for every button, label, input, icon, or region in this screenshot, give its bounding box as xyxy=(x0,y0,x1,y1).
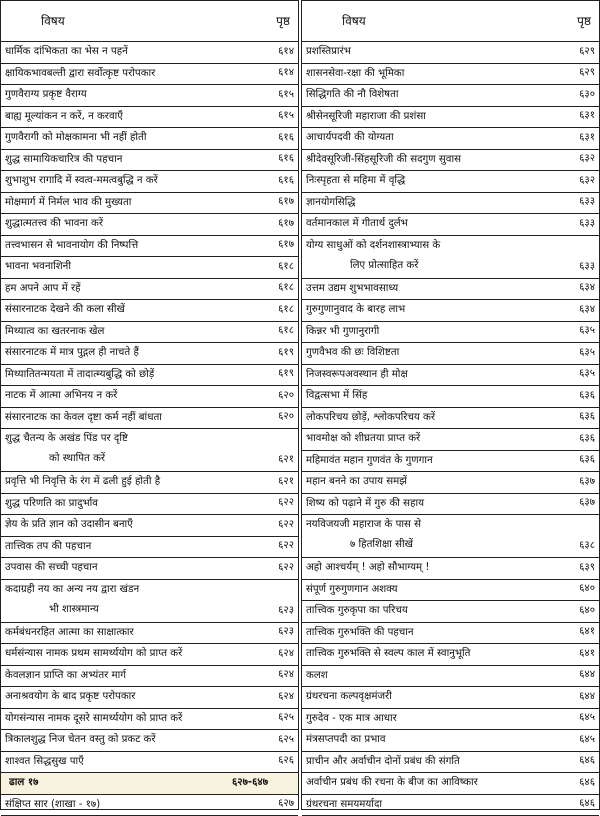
entry-title-line: गुणवैभव की छः विशिष्टता xyxy=(306,347,399,358)
entry-page-number: ६२२ xyxy=(278,494,294,514)
entry-title xyxy=(306,666,559,686)
entry-title xyxy=(306,236,559,276)
entry-page-number: ६३६ xyxy=(579,408,595,428)
entry-title xyxy=(306,128,559,148)
entry-page-number: ६४० xyxy=(579,601,595,621)
index-entry xyxy=(1,666,298,688)
entry-title xyxy=(306,623,559,643)
entry-title xyxy=(306,85,559,105)
entry-page-number: ६१८ xyxy=(278,322,294,342)
entry-title-line: शुद्धात्मतत्त्व की भावना करें xyxy=(5,218,103,229)
entry-page-number: ६२१ xyxy=(278,472,294,492)
entry-page-number: ६४१ xyxy=(579,623,595,643)
index-entry xyxy=(1,214,298,236)
index-entry xyxy=(1,580,298,623)
entry-title xyxy=(5,64,258,84)
entry-title xyxy=(5,429,258,469)
index-entry xyxy=(1,128,298,150)
index-entry xyxy=(302,85,599,107)
entry-page-number: ६४४ xyxy=(579,687,595,707)
entry-title xyxy=(306,386,559,406)
entry-page-number: ६१४ xyxy=(278,64,294,84)
entry-page-number: ६४० xyxy=(579,580,595,600)
entry-page-number: ६२४ xyxy=(278,687,294,707)
entry-title-line: अर्वाचीन प्रबंध की रचना के बीज का आविष्कार xyxy=(306,777,478,788)
index-entry xyxy=(1,537,298,559)
entry-title-line: मिथ्यात्व का खतरनाक खेल xyxy=(5,326,104,337)
entry-title xyxy=(306,279,559,299)
entry-title-line: कर्मबंधनरहित आत्मा का साक्षात्कार xyxy=(5,627,134,638)
entry-title-line: शिष्य को पढ़ाने में गुरु की सहाय xyxy=(306,498,424,509)
entry-title-line: गुणवैराग्य प्रकृष्ट वैराग्य xyxy=(5,89,87,100)
entry-title-line: शासनसेवा-रक्षा की भूमिका xyxy=(306,68,404,79)
index-entry xyxy=(1,472,298,494)
index-entry xyxy=(302,472,599,494)
entry-title-line: किन्नर भी गुणानुरागी xyxy=(306,326,379,337)
entry-title-line: भावना भवनाशिनी xyxy=(5,261,71,272)
entry-page-number: ६२४ xyxy=(278,644,294,664)
entry-page-number: ६२५ xyxy=(278,709,294,729)
index-entry xyxy=(1,494,298,516)
index-entry xyxy=(302,193,599,215)
entry-title-line: निःस्पृहता से महिमा में वृद्धि xyxy=(306,175,405,186)
entry-title xyxy=(5,150,258,170)
entry-page-number: ६४६ xyxy=(579,795,595,815)
entry-title xyxy=(5,279,258,299)
entry-title xyxy=(5,42,258,62)
entry-page-number: ६३३ xyxy=(579,257,595,277)
entry-title-line: शुद्ध सामायिकचारित्र की पहचान xyxy=(5,154,122,165)
entry-title xyxy=(5,193,258,213)
entry-title-line: गुणवैरागी को मोक्षकामना भी नहीं होती xyxy=(5,132,146,143)
index-entry xyxy=(302,752,599,774)
entry-page-number: ६१९ xyxy=(278,343,294,363)
index-entry xyxy=(1,709,298,731)
index-entry xyxy=(1,365,298,387)
entry-title-line: धार्मिक दांभिकता का भेस न पहनें xyxy=(5,46,128,57)
index-entry xyxy=(302,300,599,322)
index-entry xyxy=(302,365,599,387)
entry-page-number: ६३८ xyxy=(579,536,595,556)
entry-title-line: लोकपरिचय छोड़ें, श्लोकपरिचय करें xyxy=(306,412,435,423)
index-entry xyxy=(302,128,599,150)
entry-title-line: कलश xyxy=(306,670,328,681)
entry-title xyxy=(5,322,258,342)
entry-title-line: सिद्धिगति की नौ विशेषता xyxy=(306,89,399,100)
entry-page-number: ६३५ xyxy=(579,365,595,385)
entry-page-number: ६३९ xyxy=(579,558,595,578)
entry-title xyxy=(5,795,258,815)
entry-title-line: विद्वत्सभा में सिंह xyxy=(306,390,367,401)
index-entry xyxy=(302,171,599,193)
entry-title xyxy=(306,150,559,170)
entry-title-line: संसारनाटक में मात्र पुद्गल ही नाचते हैं xyxy=(5,347,139,358)
index-entry xyxy=(302,451,599,473)
entry-title-line: संक्षिप्त सार (शाखा - १७) xyxy=(5,799,100,810)
index-entry xyxy=(1,150,298,172)
entry-title xyxy=(306,408,559,428)
entry-title xyxy=(306,558,559,578)
right-entries xyxy=(302,42,599,816)
entry-title-line: केवलज्ञान प्राप्ति का अभ्यंतर मार्ग xyxy=(5,670,126,681)
entry-page-number: ६३३ xyxy=(579,214,595,234)
entry-page-number: ६१४ xyxy=(278,42,294,62)
entry-page-number: ६२३ xyxy=(278,623,294,643)
index-entry xyxy=(302,386,599,408)
entry-title-line: संसारनाटक का केवल दृष्टा कर्म नहीं बांधता xyxy=(5,412,162,423)
entry-page-number: ६२४ xyxy=(278,666,294,686)
index-entry xyxy=(1,322,298,344)
entry-title-line: ७ हितशिक्षा सीखें xyxy=(306,535,559,555)
entry-page-number: ६३७ xyxy=(579,472,595,492)
index-entry xyxy=(1,752,298,774)
entry-title-line: श्रीदेवसूरिजी-सिंहसूरिजी की सदगुण सुवास xyxy=(306,154,461,165)
entry-page-number: ६१६ xyxy=(278,150,294,170)
entry-page-number: ६३७ xyxy=(579,494,595,514)
index-entry xyxy=(1,85,298,107)
index-entry xyxy=(1,386,298,408)
entry-page-number: ६२९ xyxy=(579,42,595,62)
entry-page-number: ६२९ xyxy=(579,64,595,84)
entry-page-number: ६२२ xyxy=(278,558,294,578)
entry-title-line: अनाश्रवयोग के बाद प्रकृष्ट परोपकार xyxy=(5,691,135,702)
entry-title-line: कदाग्रही नय का अन्य नय द्वारा खंडन xyxy=(5,584,139,595)
index-entry xyxy=(1,171,298,193)
entry-title-line: प्रवृत्ति भी निवृत्ति के रंग में ढली हुई होती है xyxy=(5,476,160,487)
entry-page-number: ६२० xyxy=(278,408,294,428)
entry-page-number: ६४६ xyxy=(579,752,595,772)
entry-title-line: निजस्वरूपअवस्थान ही मोक्ष xyxy=(306,369,408,380)
index-entry xyxy=(1,64,298,86)
entry-title xyxy=(306,429,559,449)
entry-title xyxy=(306,365,559,385)
entry-title xyxy=(306,107,559,127)
entry-title xyxy=(5,214,258,234)
entry-page-number: ६१८ xyxy=(278,257,294,277)
index-entry xyxy=(1,730,298,752)
index-entry xyxy=(302,42,599,64)
entry-title-line: प्राचीन और अर्वाचीन दोनों प्रबंध की संगति xyxy=(306,756,460,767)
index-entry xyxy=(302,773,599,795)
entry-title-line: मिथ्यातितन्मयता में तादात्म्यबुद्धि को छोड़ें xyxy=(5,369,154,380)
entry-page-number: ६१७ xyxy=(278,214,294,234)
entry-title-line: को स्थापित करें xyxy=(5,449,258,469)
entry-title xyxy=(306,773,559,793)
entry-title xyxy=(5,730,258,750)
index-entry xyxy=(302,236,599,279)
entry-title xyxy=(5,365,258,385)
entry-title xyxy=(306,494,559,514)
entry-title xyxy=(306,730,559,750)
entry-title-line: भी शास्त्रमान्य xyxy=(5,600,258,620)
entry-title xyxy=(5,472,258,492)
index-entry xyxy=(1,644,298,666)
entry-title-line: नयविजयजी महाराज के पास से xyxy=(306,519,421,530)
entry-page-number: ६३६ xyxy=(579,386,595,406)
entry-page-number: ६३४ xyxy=(579,300,595,320)
index-entry xyxy=(1,343,298,365)
entry-title xyxy=(5,408,258,428)
entry-title-line: तात्त्विक गुरुभक्ति की पहचान xyxy=(306,627,414,638)
index-entry xyxy=(302,150,599,172)
entry-page-number: ६३० xyxy=(579,85,595,105)
entry-title-line: योग्य साधुओं को दर्शनशास्त्राभ्यास के xyxy=(306,240,440,251)
entry-page-number: ६२३ xyxy=(278,601,294,621)
entry-title-line: शुभाशुभ रागादि में स्वत्व-ममत्वबुद्धि न करें xyxy=(5,175,158,186)
entry-title-line: महिमावंत महान गुणवंत के गुणगान xyxy=(306,455,433,466)
entry-title-line: लिए प्रोत्साहित करें xyxy=(306,256,559,276)
entry-title xyxy=(5,386,258,406)
entry-title-line: महान बनने का उपाय समझें xyxy=(306,476,407,487)
entry-page-number: ६१५ xyxy=(278,107,294,127)
entry-page-number: ६१८ xyxy=(278,279,294,299)
index-entry xyxy=(302,644,599,666)
index-entry xyxy=(302,494,599,516)
entry-title-line: आचार्यपदवी की योग्यता xyxy=(306,132,394,143)
entry-title xyxy=(5,580,258,620)
entry-page-number: ६३३ xyxy=(579,193,595,213)
index-entry xyxy=(302,601,599,623)
index-entry xyxy=(302,64,599,86)
entry-title-line: मोक्षमार्ग में निर्मल भाव की मुख्यता xyxy=(5,197,131,208)
entry-title xyxy=(5,343,258,363)
index-entry xyxy=(302,558,599,580)
entry-title xyxy=(5,644,258,664)
entry-title-line: तात्त्विक गुरुकृपा का परिचय xyxy=(306,605,408,616)
index-entry xyxy=(1,429,298,472)
entry-page-number: ६३६ xyxy=(579,429,595,449)
index-entry xyxy=(302,709,599,731)
entry-title-line: संपूर्ण गुरुगुणगान अशक्य xyxy=(306,584,398,595)
index-entry xyxy=(302,107,599,129)
index-entry xyxy=(302,580,599,602)
entry-title xyxy=(306,64,559,84)
entry-page-number: ६३१ xyxy=(579,128,595,148)
entry-title xyxy=(5,300,258,320)
entry-title xyxy=(5,623,258,643)
right-column xyxy=(301,0,600,810)
page-heading: पृष्ठ xyxy=(276,1,290,41)
entry-title-line: हम अपने आप में रहें xyxy=(5,283,81,294)
entry-title xyxy=(306,322,559,342)
entry-page-number: ६४४ xyxy=(579,666,595,686)
entry-title-line: वर्तमानकाल में गीतार्थ दुर्लभ xyxy=(306,218,408,229)
entry-page-number: ६३४ xyxy=(579,279,595,299)
entry-page-number: ६३६ xyxy=(579,451,595,471)
index-entry xyxy=(302,666,599,688)
index-entry xyxy=(1,236,298,258)
entry-title xyxy=(306,343,559,363)
index-entry xyxy=(1,515,298,537)
entry-title xyxy=(5,687,258,707)
entry-title-line: धर्मसंन्यास नामक प्रथम सामर्थ्ययोग को प्राप्त करें xyxy=(5,648,182,659)
entry-page-number: ६२० xyxy=(278,386,294,406)
entry-title xyxy=(306,42,559,62)
index-entry xyxy=(302,279,599,301)
entry-title-line: नाटक में आत्मा अभिनय न करें xyxy=(5,390,117,401)
entry-title-line: शाश्वत सिद्धसुख पाएँ xyxy=(5,756,84,767)
entry-title xyxy=(306,193,559,213)
entry-page-number: ६२२ xyxy=(278,515,294,535)
entry-page-number: ६४५ xyxy=(579,730,595,750)
entry-title xyxy=(5,666,258,686)
subject-heading: विषय xyxy=(342,1,366,41)
entry-title xyxy=(306,795,559,815)
entry-title-line: ग्रंथरचना कल्पवृक्षमंजरी xyxy=(306,691,392,702)
index-entry xyxy=(302,343,599,365)
entry-page-number: ६१६ xyxy=(278,128,294,148)
entry-title-line: ज्ञानयोगसिद्धि xyxy=(306,197,355,208)
index-entry xyxy=(1,107,298,129)
index-entry xyxy=(302,795,599,816)
entry-title-line: प्रशस्तिप्रारंभ xyxy=(306,46,351,57)
index-entry xyxy=(302,214,599,236)
entry-title-line: गुरुगुणानुवाद के बारह लाभ xyxy=(306,304,405,315)
entry-title xyxy=(306,687,559,707)
index-entry xyxy=(302,515,599,558)
entry-page-number: ६२६ xyxy=(278,752,294,772)
index-entry xyxy=(1,795,298,816)
entry-page-number: ६४५ xyxy=(579,709,595,729)
index-entry xyxy=(1,279,298,301)
index-entry xyxy=(1,687,298,709)
left-entries xyxy=(1,42,298,816)
left-column xyxy=(0,0,299,810)
entry-title xyxy=(5,752,258,772)
index-entry xyxy=(1,193,298,215)
entry-page-number: ६३२ xyxy=(579,150,595,170)
entry-page-number: ६३२ xyxy=(579,171,595,191)
entry-title-line: मंत्रसप्तपदी का प्रभाव xyxy=(306,734,386,745)
entry-page-number: ६१७ xyxy=(278,236,294,256)
entry-page-number: ६१६ xyxy=(278,171,294,191)
entry-title-line: त्रिकालशुद्ध निज चेतन वस्तु को प्रकट करें xyxy=(5,734,156,745)
chapter-label: ढाल १७ xyxy=(9,773,258,793)
index-entry xyxy=(1,300,298,322)
entry-title xyxy=(306,472,559,492)
entry-title xyxy=(306,214,559,234)
entry-title-line: शुद्ध चैतन्य के अखंड पिंड पर दृष्टि xyxy=(5,433,128,444)
entry-page-number: ६२७ xyxy=(278,795,294,815)
entry-title xyxy=(5,257,258,277)
entry-title-line: ग्रंथरचना समयमर्यादा xyxy=(306,799,382,810)
entry-page-number: ६३५ xyxy=(579,322,595,342)
entry-page-number: ६४६ xyxy=(579,773,595,793)
index-entry xyxy=(1,558,298,580)
index-entry xyxy=(302,623,599,645)
index-entry xyxy=(302,429,599,451)
entry-page-number: ६४१ xyxy=(579,644,595,664)
index-entry xyxy=(1,623,298,645)
entry-title-line: अहो आश्चर्यम् ! अहो सौभाग्यम् ! xyxy=(306,562,429,573)
entry-title-line: तात्त्विक गुरुभक्ति से स्वल्प काल में स्वानुभूति xyxy=(306,648,471,659)
subject-heading: विषय xyxy=(41,1,65,41)
entry-title-line: क्षायिकभावबल्ती द्वारा सर्वोत्कृष्ट परोपकार xyxy=(5,68,155,79)
entry-title xyxy=(5,537,258,557)
right-column-header xyxy=(302,1,599,42)
entry-title xyxy=(5,515,258,535)
entry-title-line: बाह्य मूल्यांकन न करें, न करवाएँ xyxy=(5,111,123,122)
entry-title-line: भावमोक्ष को शीघ्रतया प्राप्त करें xyxy=(306,433,420,444)
entry-title-line: उपवास की सच्ची पहचान xyxy=(5,562,98,573)
entry-title xyxy=(5,494,258,514)
index-entry xyxy=(1,257,298,279)
entry-title xyxy=(306,752,559,772)
index-entry xyxy=(302,730,599,752)
entry-page-number: ६३५ xyxy=(579,343,595,363)
chapter-entry xyxy=(1,773,298,795)
entry-page-number: ६२१ xyxy=(278,450,294,470)
index-entry xyxy=(1,42,298,64)
entry-title xyxy=(306,580,559,600)
entry-title xyxy=(306,171,559,191)
entry-title xyxy=(306,451,559,471)
entry-title-line: संसारनाटक देखने की कला सीखें xyxy=(5,304,125,315)
entry-title xyxy=(5,236,258,256)
entry-title-line: गुरुदेव - एक मात्र आधार xyxy=(306,713,397,724)
entry-page-number: ६२२ xyxy=(278,537,294,557)
entry-title xyxy=(306,709,559,729)
entry-title-line: शुद्ध परिणति का प्रादुर्भाव xyxy=(5,498,98,509)
entry-page-number: ६१७ xyxy=(278,193,294,213)
entry-title-line: तात्त्विक तप की पहचान xyxy=(5,541,91,552)
entry-page-number: ६१९ xyxy=(278,365,294,385)
entry-title xyxy=(5,107,258,127)
entry-title xyxy=(306,601,559,621)
entry-title-line: तत्त्वभासन से भावनायोग की निष्पत्ति xyxy=(5,240,138,251)
index-entry xyxy=(302,687,599,709)
entry-title-line: ज्ञेय के प्रति ज्ञान को उदासीन बनाएँ xyxy=(5,519,133,530)
left-column-header xyxy=(1,1,298,42)
entry-title xyxy=(306,300,559,320)
entry-page-number: ६१८ xyxy=(278,300,294,320)
entry-title xyxy=(306,515,559,555)
index-entry xyxy=(302,408,599,430)
entry-page-number: ६१५ xyxy=(278,85,294,105)
entry-title xyxy=(5,85,258,105)
entry-title-line: श्रीसेनसूरिजी महाराजा की प्रशंसा xyxy=(306,111,426,122)
entry-title xyxy=(5,128,258,148)
entry-title xyxy=(5,709,258,729)
index-entry xyxy=(302,322,599,344)
entry-title xyxy=(5,171,258,191)
entry-page-number: ६२५ xyxy=(278,730,294,750)
index-entry xyxy=(1,408,298,430)
entry-title xyxy=(306,644,559,664)
entry-title-line: योगसंन्यास नामक दूसरे सामर्थ्ययोग को प्राप्त करें xyxy=(5,713,182,724)
entry-page-number: ६३१ xyxy=(579,107,595,127)
entry-title-line: उत्तम उद्यम शुभभावसाध्य xyxy=(306,283,398,294)
entry-title xyxy=(5,558,258,578)
chapter-page-range: ६२७-६४७ xyxy=(232,773,268,793)
page-heading: पृष्ठ xyxy=(577,1,591,41)
